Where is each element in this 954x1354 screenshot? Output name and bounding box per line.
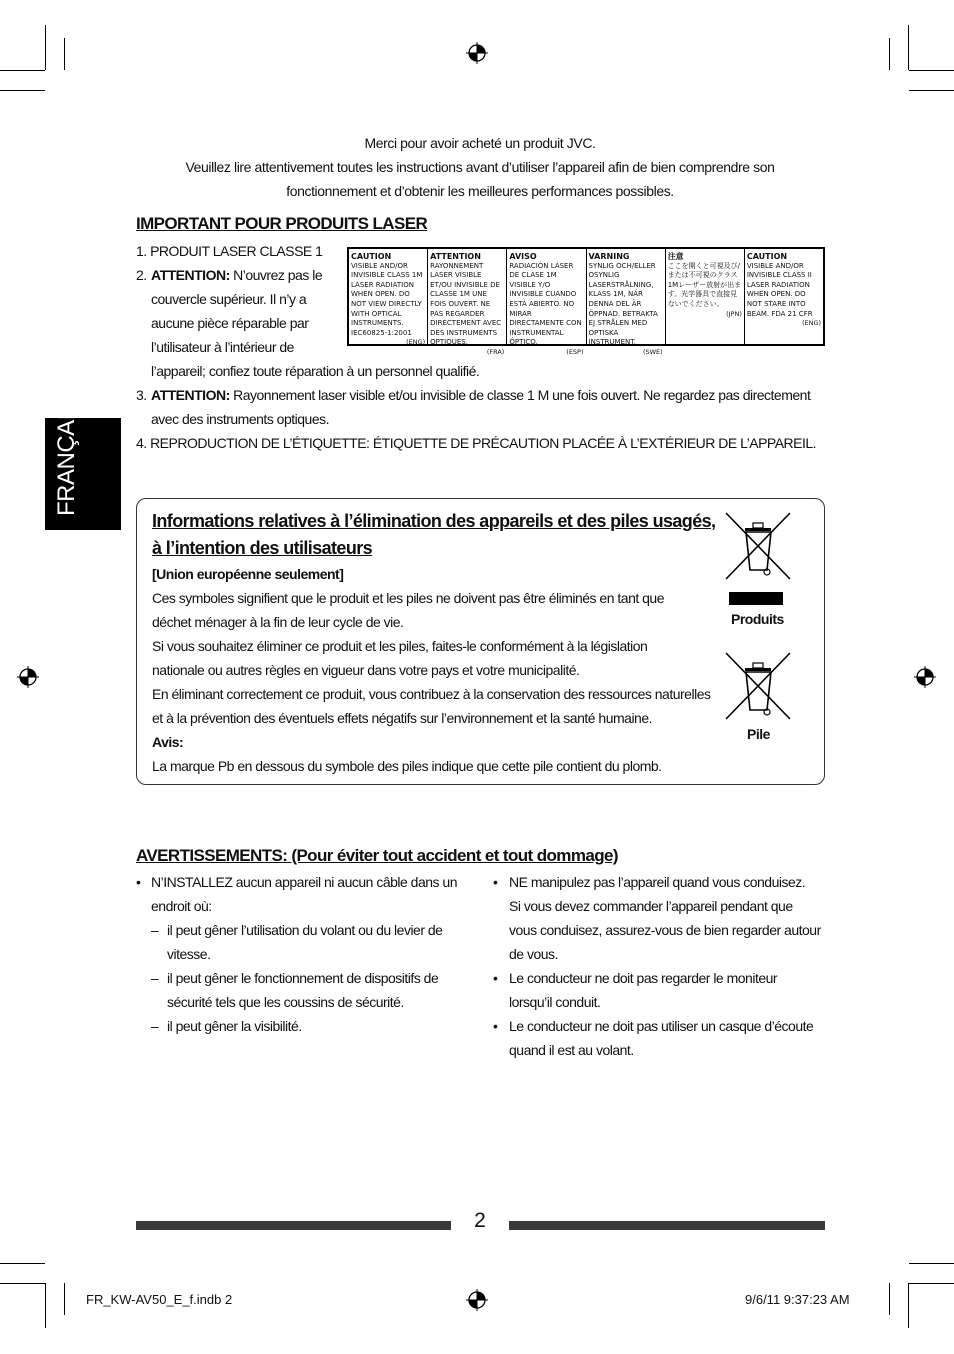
battery-label: Pile: [747, 726, 770, 742]
bullet-icon: •: [493, 874, 498, 890]
laser-item-2-text: N’ouvrez pas le: [229, 267, 323, 283]
laser-item-3-line: [151, 383, 810, 407]
language-label: FRANÇAIS: [53, 398, 80, 516]
label-title: VARNING: [588, 252, 630, 261]
crop-mark: [45, 25, 46, 70]
label-cell: [428, 249, 507, 356]
crop-mark: [889, 38, 890, 70]
label-code: (FRA): [486, 347, 505, 356]
warning-text: sécurité tels que les coussins de sécurité.: [167, 994, 404, 1010]
warning-text: vitesse.: [167, 946, 211, 962]
attention-label: ATTENTION:: [151, 267, 230, 283]
dash-icon: –: [151, 922, 159, 938]
label-title: CAUTION: [746, 252, 788, 261]
disposal-text: Ces symboles signifient que le produit et les piles ne doivent pas être éliminés en tant que: [152, 590, 664, 606]
crop-mark: [45, 1283, 46, 1328]
registration-mark-icon: [17, 666, 39, 688]
warning-text: endroit où:: [151, 898, 212, 914]
caution-label-table: [347, 247, 825, 356]
crop-mark: [909, 1263, 954, 1264]
page-bar: [136, 1221, 451, 1230]
laser-item-3-text: Rayonnement laser visible et/ou invisible de classe 1 M une fois ouvert. Ne regardez pas directement: [229, 387, 811, 403]
warning-text: de vous.: [509, 946, 558, 962]
crop-mark: [909, 90, 954, 91]
disposal-text: et à la prévention des éventuels effets négatifs sur l’environnement et la santé humaine.: [152, 710, 653, 726]
label-body: VISIBLE AND/OR INVISIBLE CLASS II LASER RADIATION WHEN OPEN. DO NOT STARE INTO BEAM. FDA 21 CFR: [746, 261, 813, 318]
label-body: VISIBLE AND/OR INVISIBLE CLASS 1M LASER RADIATION WHEN OPEN. DO NOT VIEW DIRECTLY WITH OPTICAL INSTRUMENTS. IEC60825-1:2001: [351, 261, 423, 337]
registration-mark-icon: [466, 42, 488, 64]
crop-mark: [0, 1283, 45, 1284]
page-bar: [509, 1221, 825, 1230]
intro-line: Merci pour avoir acheté un produit JVC.: [364, 135, 596, 151]
crossed-bin-product-icon: [723, 510, 793, 582]
product-label: Produits: [731, 611, 784, 627]
crop-mark: [0, 90, 45, 91]
laser-item-4: 4. REPRODUCTION DE L’ÉTIQUETTE: ÉTIQUETTE DE PRÉCAUTION PLACÉE À L’EXTÉRIEUR DE L’APPAREIL.: [136, 435, 817, 451]
label-body: RADIACIÓN LÁSER DE CLASE 1M VISIBLE Y/O INVISIBLE CUANDO ESTÁ ABIERTO. NO MIRAR DIRECTAMENTE CON INSTRUMENTAL ÓPTICO.: [509, 261, 582, 347]
label-title: ATTENTION: [430, 252, 481, 261]
disposal-text: déchet ménager à la fin de leur cycle de vie.: [152, 614, 404, 630]
disposal-text: En éliminant correctement ce produit, vous contribuez à la conservation des ressources naturelles: [152, 686, 711, 702]
label-cell: [587, 249, 666, 356]
label-code: (SWE): [642, 347, 663, 356]
avis-label: Avis:: [152, 734, 184, 750]
warning-text: Si vous devez commander l’appareil pendant que: [509, 898, 793, 914]
label-cell: [666, 249, 745, 344]
bullet-icon: •: [136, 874, 141, 890]
crop-mark: [909, 70, 954, 71]
label-title: CAUTION: [351, 252, 392, 261]
laser-item-1: 1. PRODUIT LASER CLASSE 1: [136, 243, 323, 259]
label-cell: [745, 249, 823, 344]
bullet-icon: •: [493, 1018, 498, 1034]
label-cell: [349, 249, 428, 347]
footer-timestamp: 9/6/11 9:37:23 AM: [745, 1292, 850, 1307]
crop-mark: [64, 1283, 65, 1315]
disposal-title: à l’intention des utilisateurs: [152, 538, 373, 558]
label-title: 注意: [667, 252, 684, 261]
warning-text: il peut gêner l’utilisation du volant ou du levier de: [167, 922, 443, 938]
warning-text: N’INSTALLEZ aucun appareil ni aucun câble dans un: [151, 874, 457, 890]
intro-line: Veuillez lire attentivement toutes les instructions avant d’utiliser l’appareil afin de bien comprendre son: [185, 159, 775, 175]
crossed-bin-battery-icon: [723, 650, 793, 722]
laser-item-2-line: l’appareil; confiez toute réparation à un personnel qualifié.: [151, 363, 480, 379]
dash-icon: –: [151, 1018, 159, 1034]
laser-item-2-line: aucune pièce réparable par: [151, 315, 309, 331]
registration-mark-icon: [466, 1289, 488, 1311]
bullet-icon: •: [493, 970, 498, 986]
laser-item-2-number: 2.: [136, 267, 147, 283]
crop-mark: [908, 1283, 909, 1328]
label-cell: [507, 249, 586, 356]
label-code: (ENG): [406, 338, 426, 347]
label-title: AVISO: [509, 252, 537, 261]
label-code: (ENG): [801, 319, 822, 328]
crop-mark: [889, 1283, 890, 1315]
laser-item-3-line: avec des instruments optiques.: [151, 411, 329, 427]
laser-item-2-line: couvercle supérieur. Il n’y a: [151, 291, 307, 307]
label-body: RAYONNEMENT LASER VISIBLE ET/OU INVISIBLE DE CLASSE 1M UNE FOIS OUVERT. NE PAS REGARDER DIRECTEMENT AVEC DES INSTRUMENTS OPTIQUES.: [430, 261, 502, 347]
crop-mark: [908, 25, 909, 70]
label-code: (JPN): [726, 309, 742, 318]
registration-mark-icon: [914, 666, 936, 688]
warning-text: Le conducteur ne doit pas utiliser un casque d’écoute: [509, 1018, 814, 1034]
warnings-heading: AVERTISSEMENTS: (Pour éviter tout accident et tout dommage): [136, 846, 618, 865]
disposal-text: Si vous souhaitez éliminer ce produit et les piles, faites-le conformément à la législation: [152, 638, 648, 654]
warning-text: il peut gêner le fonctionnement de dispositifs de: [167, 970, 439, 986]
intro-line: fonctionnement et d’obtenir les meilleures performances possibles.: [286, 183, 674, 199]
label-body: ここを開くと可視及び/または不可視のクラス1Mレーザー放射が出ます。光学器具で直接見ないでください。: [667, 261, 742, 308]
page-number: 2: [474, 1209, 486, 1232]
crop-mark: [0, 1263, 45, 1264]
warning-text: quand il est au volant.: [509, 1042, 634, 1058]
footer-file: FR_KW-AV50_E_f.indb 2: [86, 1292, 233, 1307]
laser-heading: IMPORTANT POUR PRODUITS LASER: [136, 214, 428, 233]
label-code: (ESP): [566, 347, 584, 356]
crop-mark: [0, 70, 45, 71]
dash-icon: –: [151, 970, 159, 986]
crop-mark: [64, 38, 65, 70]
laser-item-2-line: l’utilisateur à l’intérieur de: [151, 339, 294, 355]
label-body: SYNLIG OCH/ELLER OSYNLIG LASERSTRÅLNING, KLASS 1M, NÄR DENNA DEL ÄR ÖPPNAD. BETRAKTA EJ STRÅLEN MED OPTISKA INSTRUMENT.: [588, 261, 658, 347]
disposal-text: nationale ou autres règles en vigueur dans votre pays et votre municipalité.: [152, 662, 580, 678]
attention-label: ATTENTION:: [151, 387, 230, 403]
avis-text: La marque Pb en dessous du symbole des piles indique que cette pile contient du plomb.: [152, 758, 662, 774]
warning-text: il peut gêner la visibilité.: [167, 1018, 302, 1034]
disposal-subhead: [Union européenne seulement]: [152, 566, 344, 582]
warning-text: Le conducteur ne doit pas regarder le moniteur: [509, 970, 778, 986]
product-bar: [729, 592, 783, 605]
language-side-tab: [45, 398, 121, 530]
laser-item-3-number: 3.: [136, 387, 147, 403]
warning-text: NE manipulez pas l’appareil quand vous conduisez.: [509, 874, 806, 890]
laser-item-2-line: [151, 263, 322, 287]
warning-text: vous conduisez, assurez-vous de bien regarder autour: [509, 922, 821, 938]
crop-mark: [909, 1283, 954, 1284]
disposal-title: Informations relatives à l’élimination des appareils et des piles usagés,: [152, 511, 716, 531]
warning-text: lorsqu’il conduit.: [509, 994, 601, 1010]
